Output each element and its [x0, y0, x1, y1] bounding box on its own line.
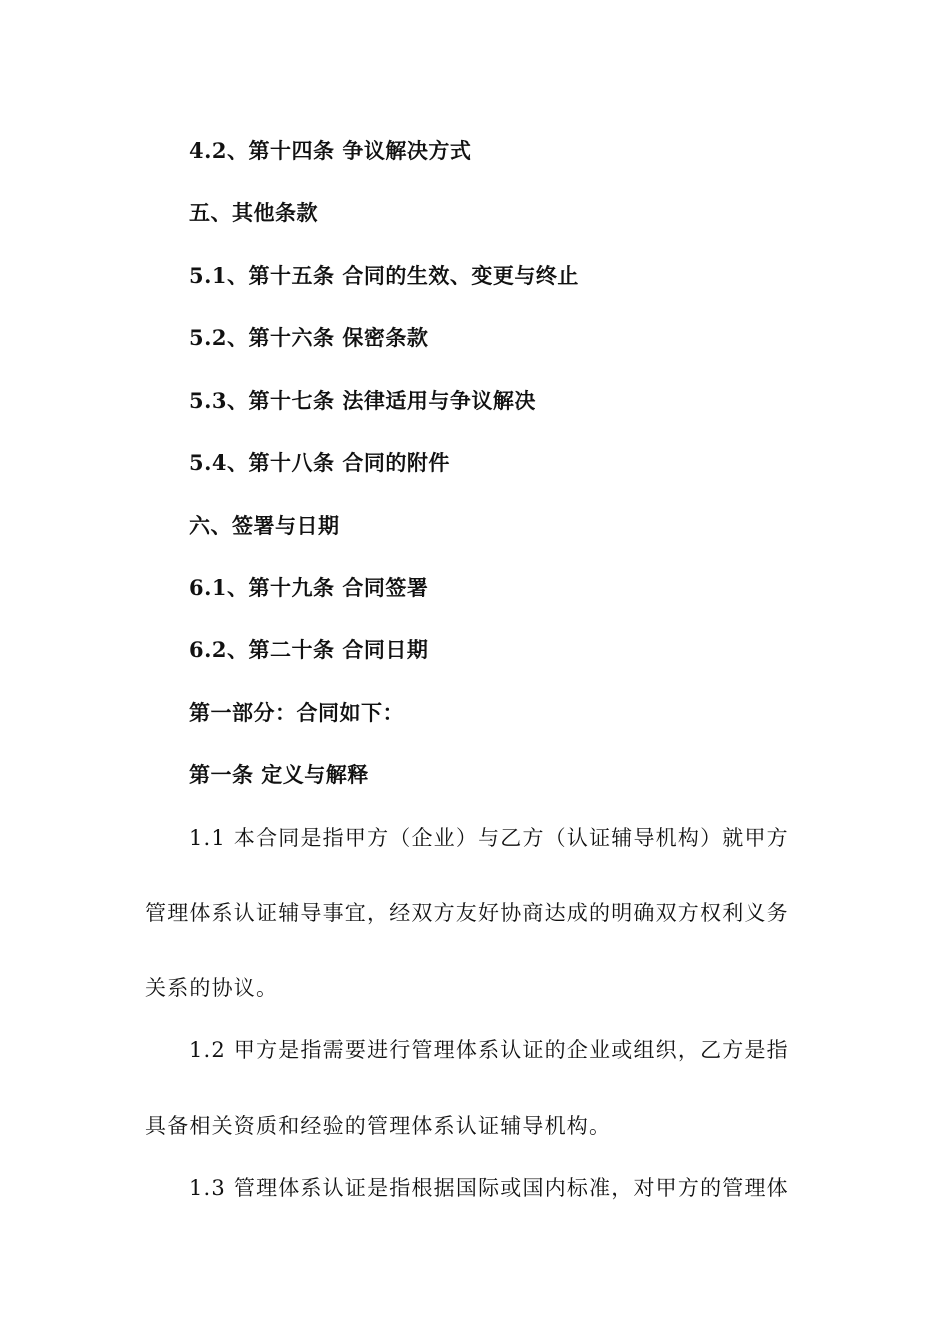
clause-1-3-line-1: 1.3 管理体系认证是指根据国际或国内标准，对甲方的管理体	[189, 1176, 789, 1200]
toc-section-5: 五、其他条款	[189, 200, 318, 225]
part-one-heading: 第一部分：合同如下：	[189, 700, 404, 725]
toc-item-6-2: 6.2、第二十条 合同日期	[189, 637, 429, 662]
toc-item-5-1: 5.1、第十五条 合同的生效、变更与终止	[189, 263, 579, 288]
clause-1-2-line-2: 具备相关资质和经验的管理体系认证辅导机构。	[145, 1114, 612, 1138]
clause-1-1-line-2: 管理体系认证辅导事宜，经双方友好协商达成的明确双方权利义务	[145, 901, 789, 925]
clause-1-2-line-1: 1.2 甲方是指需要进行管理体系认证的企业或组织，乙方是指	[189, 1038, 789, 1062]
clause-1-1-line-3: 关系的协议。	[145, 976, 279, 1000]
article-one-heading: 第一条 定义与解释	[189, 762, 369, 787]
toc-item-5-4: 5.4、第十八条 合同的附件	[189, 450, 450, 475]
toc-section-6: 六、签署与日期	[189, 513, 340, 538]
toc-item-5-2: 5.2、第十六条 保密条款	[189, 325, 429, 350]
clause-1-1-line-1: 1.1 本合同是指甲方（企业）与乙方（认证辅导机构）就甲方	[189, 826, 789, 850]
toc-item-6-1: 6.1、第十九条 合同签署	[189, 575, 429, 600]
toc-item-5-3: 5.3、第十七条 法律适用与争议解决	[189, 388, 536, 413]
toc-item-4-2: 4.2、第十四条 争议解决方式	[189, 138, 472, 163]
